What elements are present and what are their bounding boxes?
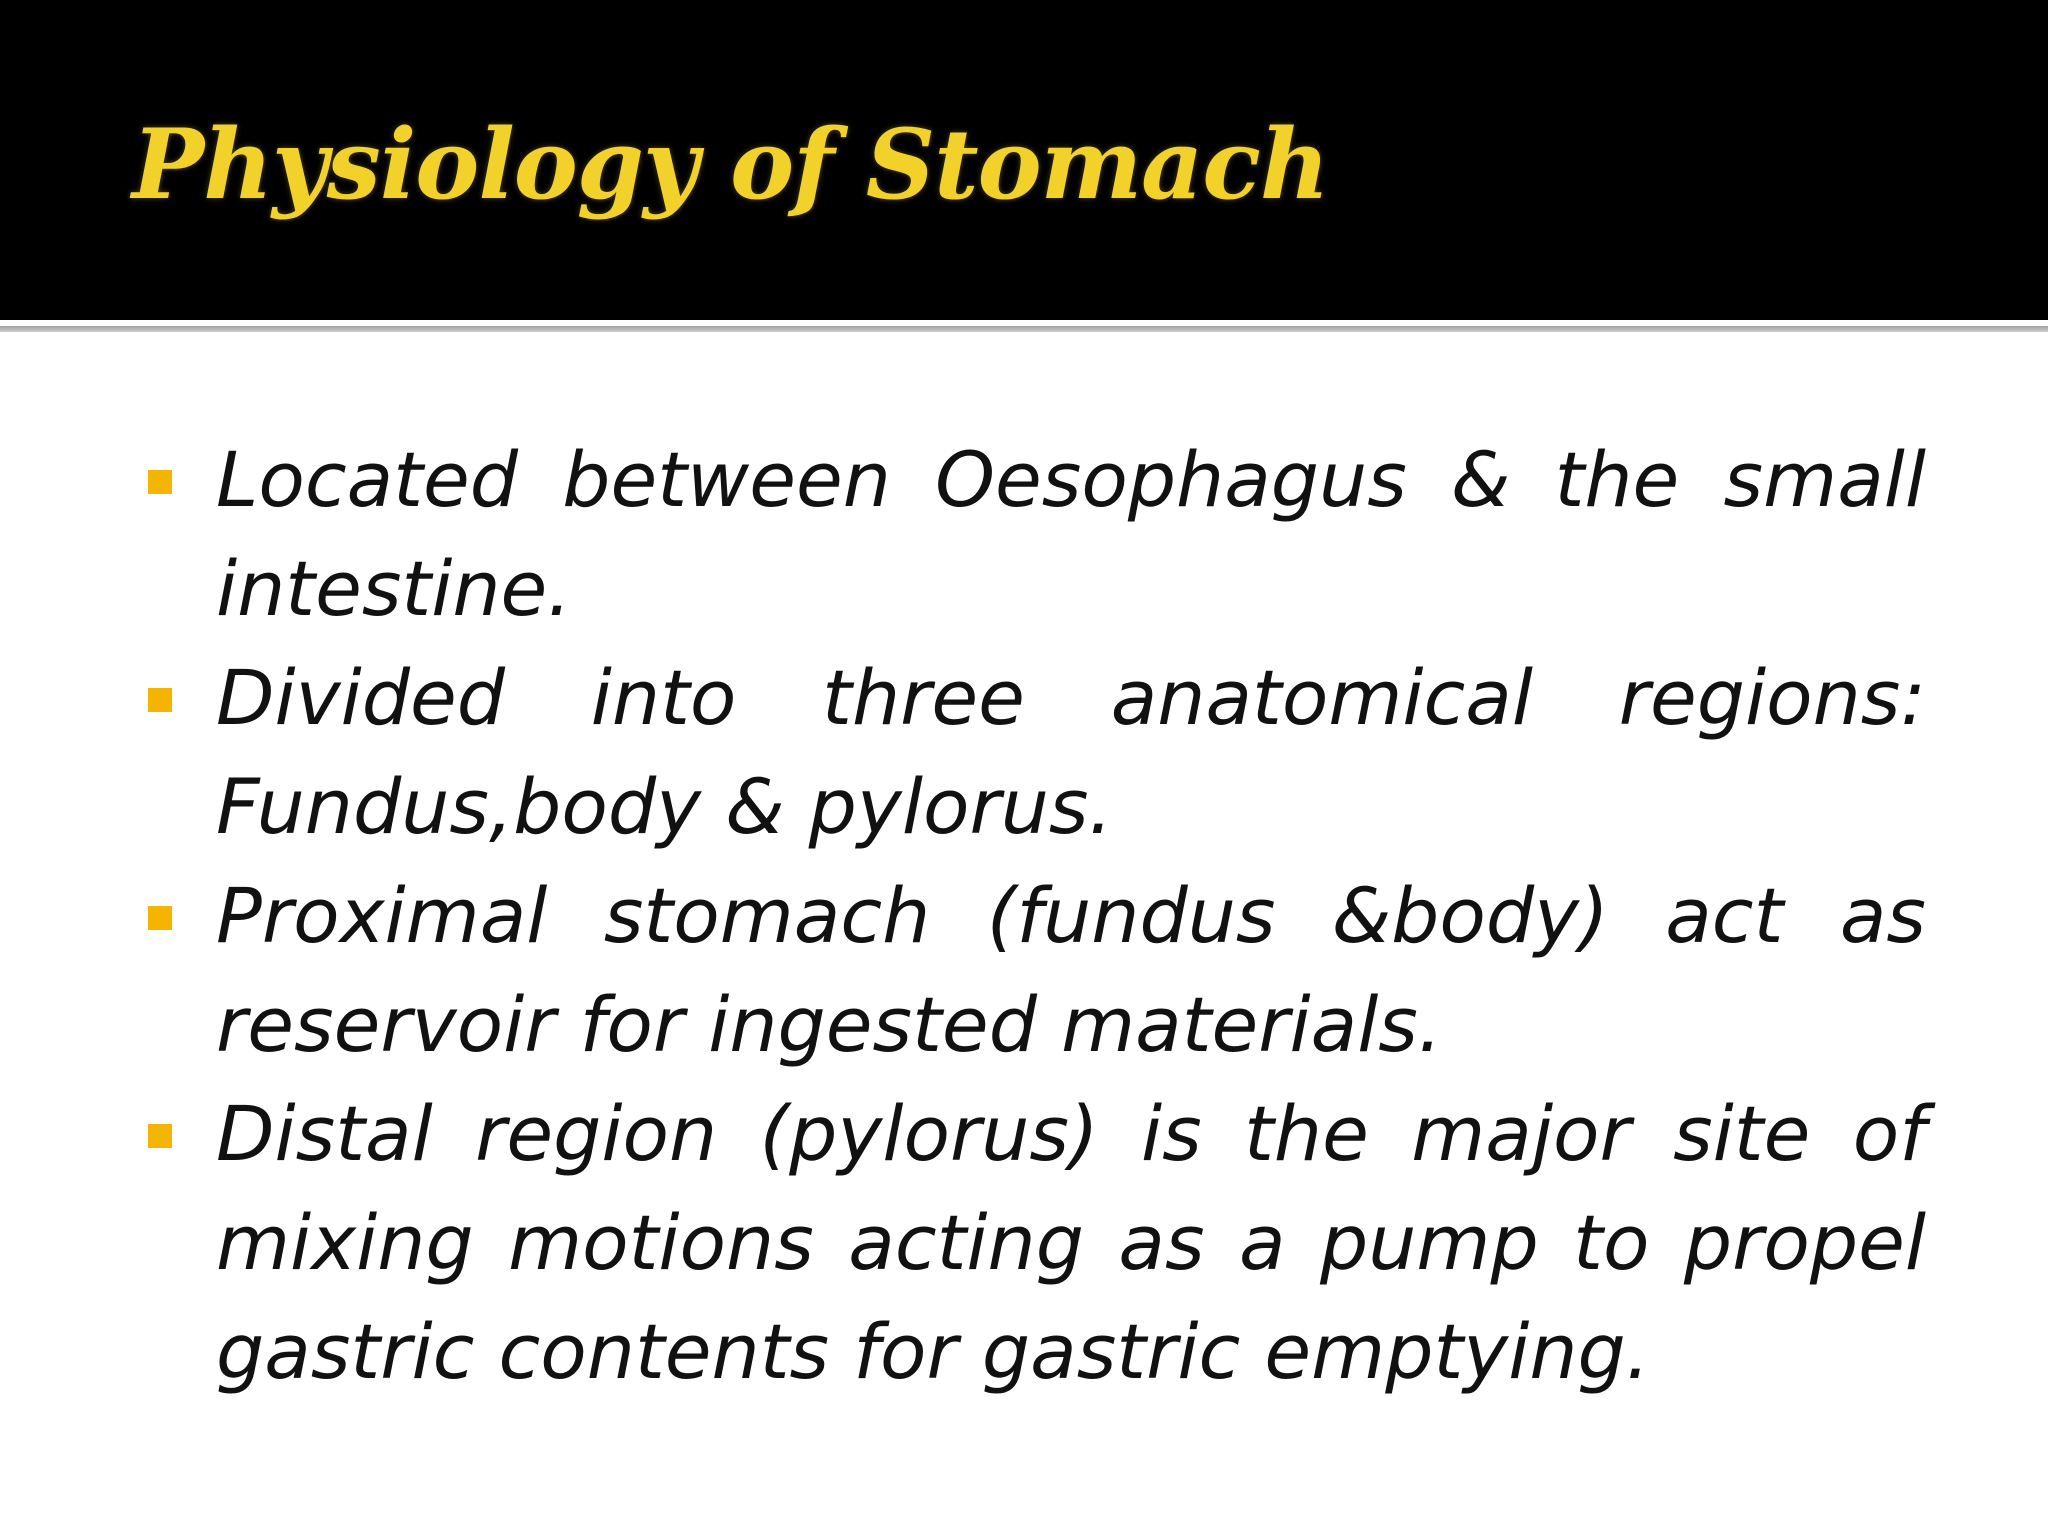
bullet-text: Located between Oesophagus & the small intestine. [216,435,1926,633]
bullet-item [140,643,1926,861]
title-divider [0,326,2048,332]
bullet-item [140,425,1926,643]
square-bullet-icon [148,1124,172,1148]
square-bullet-icon [148,688,172,712]
bullet-text: Divided into three anatomical regions: Fundus,body & pylorus. [216,653,1926,851]
title-bar [0,0,2048,320]
bullet-list [140,425,1926,1406]
bullet-text: Proximal stomach (fundus &body) act as reservoir for ingested materials. [216,871,1926,1069]
slide-title: Physiology of Stomach [132,108,1329,221]
bullet-text: Distal region (pylorus) is the major site of mixing motions acting as a pump to propel gastric contents for gastric emptying. [216,1089,1926,1396]
square-bullet-icon [148,470,172,494]
square-bullet-icon [148,906,172,930]
bullet-item [140,1079,1926,1406]
bullet-item [140,861,1926,1079]
